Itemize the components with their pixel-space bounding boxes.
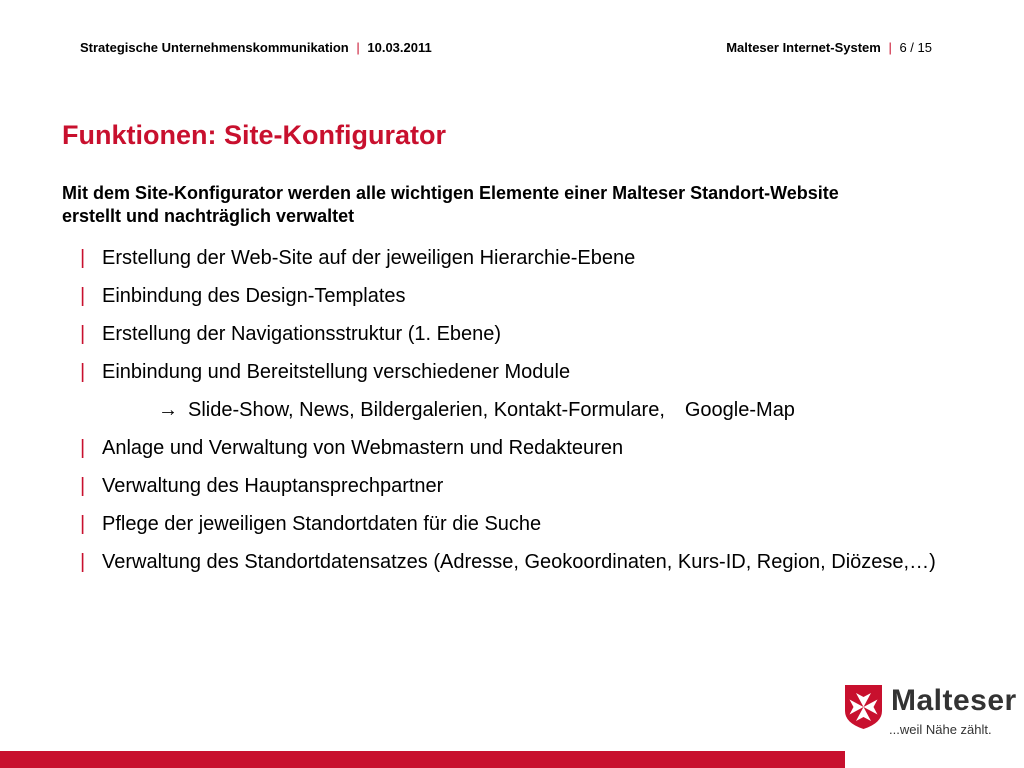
header-presentation-title <box>80 40 432 55</box>
bullet-text: Verwaltung des Hauptansprechpartner <box>102 475 444 497</box>
bullet-text: Einbindung und Bereitstellung verschiedener Module <box>102 361 571 383</box>
bullet-item <box>80 550 960 574</box>
sub-bullet-text <box>158 398 795 422</box>
logo-tagline: ...weil Nähe zählt. <box>889 722 992 737</box>
bullet-text: Anlage und Verwaltung von Webmastern und Redakteuren <box>102 437 624 459</box>
bullet-list <box>80 246 960 588</box>
malteser-logo <box>845 685 1015 745</box>
bullet-text: Erstellung der Navigationsstruktur (1. Ebene) <box>102 323 502 345</box>
sub-bullet-item <box>80 398 960 422</box>
page-indicator: 6 / 15 <box>899 40 932 55</box>
bullet-item <box>80 474 960 498</box>
bullet-marker: | <box>80 551 86 573</box>
bullet-text: Einbindung des Design-Templates <box>102 285 406 307</box>
intro-text: Mit dem Site-Konfigurator werden alle wichtigen Elemente einer Malteser Standort-Website erstellt und nachträglich verwaltet <box>62 183 839 226</box>
header-page-info <box>726 40 932 55</box>
bullet-item <box>80 246 960 270</box>
logo-wordmark: Malteser <box>891 684 1017 717</box>
header-subject: Strategische Unternehmenskommunikation <box>80 40 349 55</box>
header-separator: | <box>888 40 892 55</box>
bullet-marker: | <box>80 475 86 497</box>
header-separator: | <box>356 40 360 55</box>
bullet-text: Erstellung der Web-Site auf der jeweiligen Hierarchie-Ebene <box>102 247 636 269</box>
bullet-marker: | <box>80 361 86 383</box>
bullet-marker: | <box>80 323 86 345</box>
header-system-name: Malteser Internet-System <box>726 40 881 55</box>
sub-bullet-modules: Slide-Show, News, Bildergalerien, Kontakt-Formulare, <box>188 399 665 421</box>
bullet-item <box>80 436 960 460</box>
bullet-marker: | <box>80 247 86 269</box>
bullet-marker: | <box>80 437 86 459</box>
bullet-marker: | <box>80 513 86 535</box>
bullet-item <box>80 284 960 308</box>
slide-title: Funktionen: Site-Konfigurator <box>62 120 446 150</box>
bullet-text: Verwaltung des Standortdatensatzes (Adresse, Geokoordinaten, Kurs-ID, Region, Diözese,…) <box>102 551 936 573</box>
header-date: 10.03.2011 <box>367 40 432 55</box>
sub-bullet-google-map: Google-Map <box>684 399 795 421</box>
bullet-marker: | <box>80 285 86 307</box>
malteser-cross-icon <box>845 685 882 729</box>
footer-accent-bar <box>0 751 845 768</box>
bullet-text: Pflege der jeweiligen Standortdaten für die Suche <box>102 513 542 535</box>
arrow-right-icon: → <box>158 399 178 421</box>
bullet-item <box>80 512 960 536</box>
bullet-item <box>80 322 960 346</box>
bullet-item <box>80 360 960 384</box>
